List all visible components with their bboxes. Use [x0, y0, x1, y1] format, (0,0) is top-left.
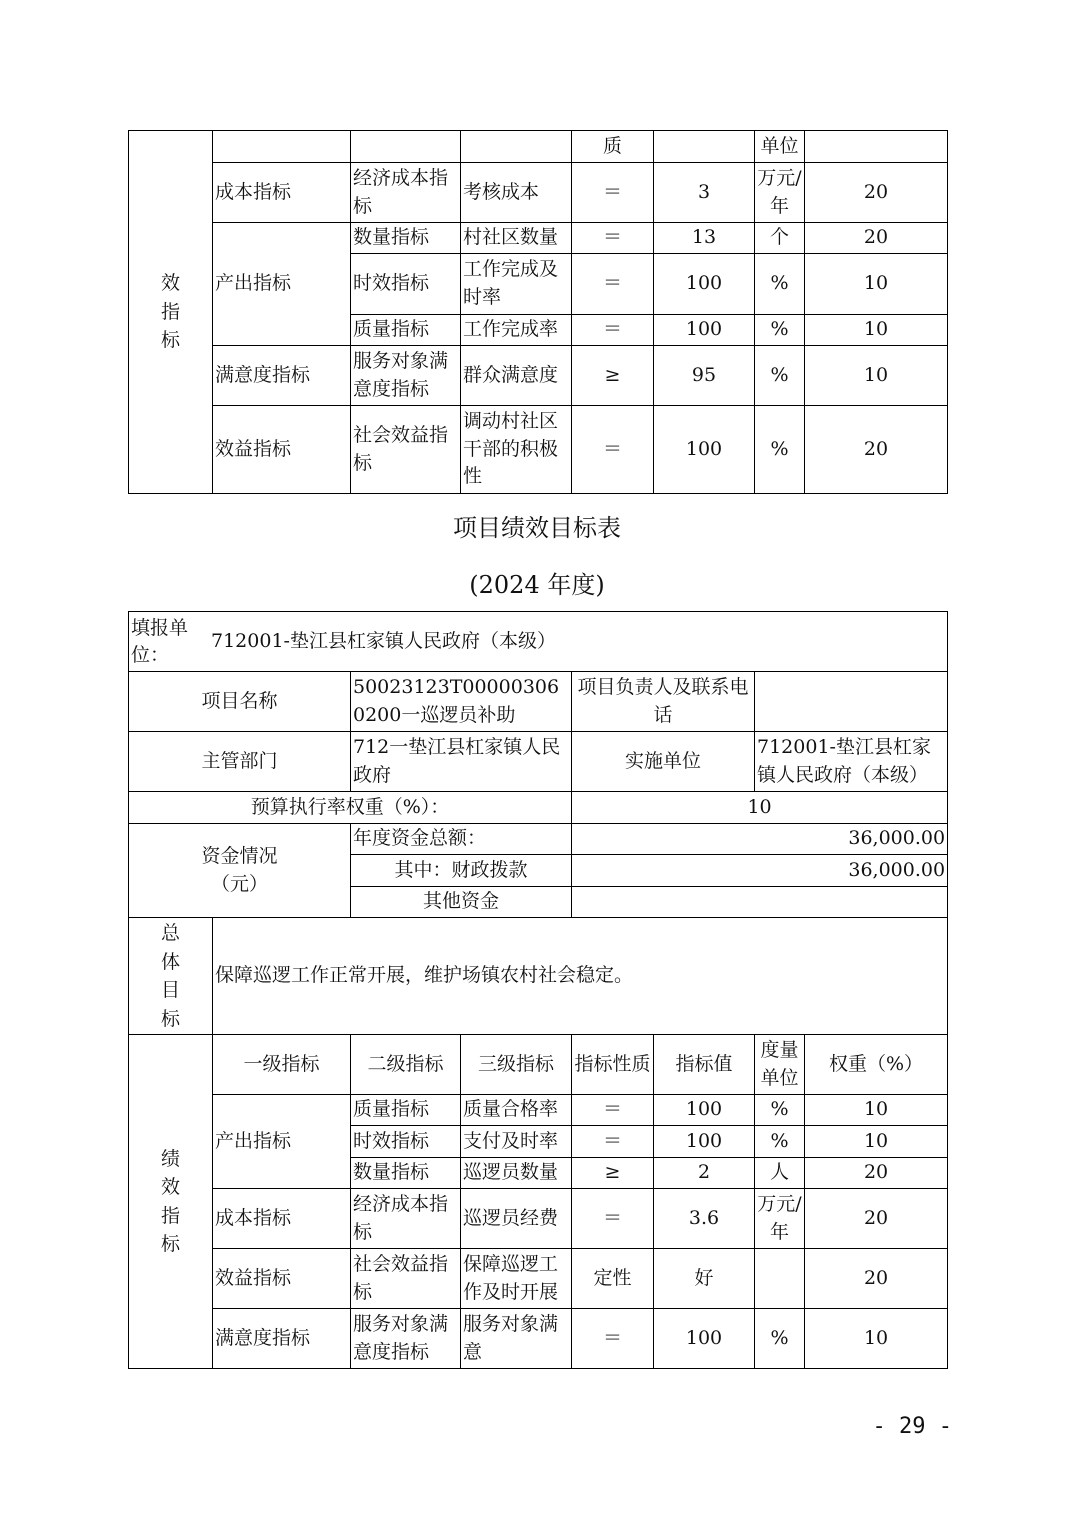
header-cell: 权重（%）	[805, 1035, 948, 1095]
performance-indicator-label: 绩 效 指 标	[129, 1035, 213, 1369]
indicator-table-continued	[128, 130, 948, 494]
header-cell: 质	[572, 131, 654, 163]
table-row	[129, 824, 948, 855]
project-performance-table	[128, 611, 948, 1369]
budget-rate-label: 预算执行率权重（%）：	[129, 792, 572, 824]
annual-total-value: 36,000.00	[572, 824, 948, 855]
table-row	[129, 131, 948, 163]
dept-label: 主管部门	[129, 732, 351, 792]
table-row: 效益指标 社会效益指标 调动村社区干部的积极性 ＝ 100 % 20	[129, 406, 948, 494]
table-row: 质量指标 工作完成率 ＝ 100 % 10	[129, 315, 948, 346]
annual-total-label: 年度资金总额：	[351, 824, 572, 855]
reporting-unit-cell	[129, 612, 948, 672]
table-row: 产出指标 数量指标 村社区数量 ＝ 13 个 20	[129, 223, 948, 254]
table-row	[129, 918, 948, 1035]
impl-unit-label: 实施单位	[572, 732, 755, 792]
budget-rate-value: 10	[572, 792, 948, 824]
dept-value: 712一垫江县杠家镇人民政府	[351, 732, 572, 792]
table-row	[129, 792, 948, 824]
fiscal-value: 36,000.00	[572, 855, 948, 887]
document-title: 项目绩效目标表	[453, 514, 621, 542]
header-cell: 一级指标	[213, 1035, 351, 1095]
header-cell: 指标性质	[572, 1035, 654, 1095]
other-funds-value	[572, 887, 948, 918]
fiscal-label: 其中：财政拨款	[351, 855, 572, 887]
document-year: (2024 年度)	[469, 571, 605, 599]
page-number: - 29 -	[872, 1414, 952, 1439]
table-row: 效益指标 社会效益指标 保障巡逻工作及时开展 定性 好 20	[129, 1249, 948, 1309]
table-row: 数量指标 巡逻员数量 ≥ 2 人 20	[129, 1158, 948, 1189]
reporting-unit-label: 填报单位：	[131, 616, 189, 666]
header-cell: 度量单位	[755, 1035, 805, 1095]
project-name-value: 50023123T000003060200一巡逻员补助	[351, 672, 572, 732]
overall-goal-text: 保障巡逻工作正常开展，维护场镇农村社会稳定。	[213, 918, 948, 1035]
table-row: 时效指标 支付及时率 ＝ 100 % 10	[129, 1126, 948, 1158]
table-row	[129, 732, 948, 792]
other-funds-label: 其他资金	[351, 887, 572, 918]
table-row: 满意度指标 服务对象满意度指标 群众满意度 ≥ 95 % 10	[129, 346, 948, 406]
header-cell: 指标值	[654, 1035, 755, 1095]
performance-indicator-label: 效 指 标	[129, 131, 213, 494]
table-row: 时效指标 工作完成及时率 ＝ 100 % 10	[129, 254, 948, 315]
header-cell: 三级指标	[461, 1035, 572, 1095]
table-row: 满意度指标 服务对象满意度指标 服务对象满意 ＝ 100 % 10	[129, 1309, 948, 1369]
table-row: 成本指标 经济成本指标 巡逻员经费 ＝ 3.6 万元/年 20	[129, 1189, 948, 1249]
project-name-label: 项目名称	[129, 672, 351, 732]
table-row	[129, 1035, 948, 1095]
responsible-label: 项目负责人及联系电话	[572, 672, 755, 732]
impl-unit-value: 712001-垫江县杠家镇人民政府（本级）	[755, 732, 948, 792]
responsible-value	[755, 672, 948, 732]
header-cell: 二级指标	[351, 1035, 461, 1095]
header-cell: 单位	[755, 131, 805, 163]
reporting-unit-value: 712001-垫江县杠家镇人民政府（本级）	[211, 629, 556, 652]
table-row	[129, 612, 948, 672]
overall-goal-label: 总 体 目 标	[129, 918, 213, 1035]
funds-label: 资金情况 （元）	[129, 824, 351, 918]
table-row	[129, 672, 948, 732]
table-row: 成本指标 经济成本指标 考核成本 ＝ 3 万元/年 20	[129, 163, 948, 223]
table-row: 产出指标 质量指标 质量合格率 ＝ 100 % 10	[129, 1095, 948, 1126]
